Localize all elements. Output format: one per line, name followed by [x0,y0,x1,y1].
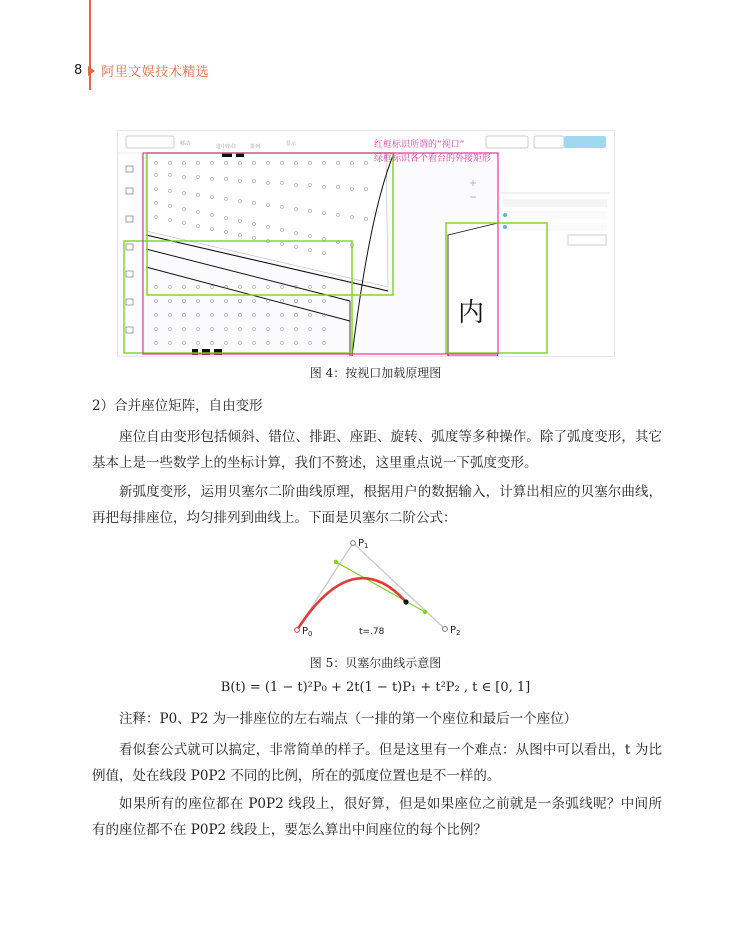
bezier-formula: B(t) = (1 − t)²P₀ + 2t(1 − t)P₁ + t²P₂ , t ∈ [0, 1] [220,680,531,695]
p0-label: P [302,626,309,637]
toolbar-item: 显示 [286,141,297,147]
svg-text:P1 [358,538,369,550]
paragraph-bezier-intro: 新弧度变形，运用贝塞尔二阶曲线原理，根据用户的数据输入，计算出相应的贝塞尔曲线，再把每排座位，均匀排列到曲线上。下面是贝塞尔二阶公式： [92,484,662,526]
p2-subscript: 2 [456,629,461,637]
svg-text:P2 [450,625,461,637]
toolbar-item: 排列 [250,144,261,150]
book-title: 阿里文娱技术精选 [101,65,210,80]
figure4-caption: 图 4：按视口加载原理图 [309,366,442,380]
annotation-red-box: 红框标识所谓的“视口” [374,140,465,150]
figure-viewport-diagram [117,130,615,357]
note-endpoints: 注释：P0、P2 为一排座位的左右端点（一排的第一个座位和最后一个座位） [119,711,578,727]
p0-subscript: 0 [308,630,313,638]
p1-subscript: 1 [364,542,369,550]
figure5-caption: 图 5：贝塞尔曲线示意图 [309,656,442,670]
page-header [74,61,209,80]
paragraph-deformation: 座位自由变形包括倾斜、错位、排距、座距、旋转、弧度等多种操作。除了弧度变形，其它基本上是一些数学上的坐标计算，我们不赘述，这里重点说一下弧度变形。 [92,429,662,471]
page-number: 8 [74,63,83,78]
p1-label: P [358,538,365,549]
section-heading: 2）合并座位矩阵，自由变形 [92,398,263,414]
toolbar-item: 选中座位 [216,144,237,150]
paragraph-difficulty: 看似套公式就可以搞定，非常简单的样子。但是这里有一个难点：从图中可以看出，t 为比例值，处在线段 P0P2 不同的比例，所在的弧度位置也是不一样的。 [92,742,662,784]
viewport-diagram-svg [118,131,614,356]
t-value-label: t=.78 [359,627,385,637]
annotation-green-box: 绿框标识各个看台的外接矩形 [374,154,492,164]
svg-text:P0 [302,626,313,638]
inner-field-label: 内 [458,298,485,328]
bezier-diagram [285,530,470,642]
header-arrow-icon [88,66,95,76]
toolbar-item: 移动 [180,141,191,147]
p2-label: P [450,625,457,636]
paragraph-question: 如果所有的座位都在 P0P2 线段上，很好算，但是如果座位之前就是一条弧线呢？中间所有的座位都不在 P0P2 线段上，要怎么算出中间座位的每个比例？ [92,796,662,838]
